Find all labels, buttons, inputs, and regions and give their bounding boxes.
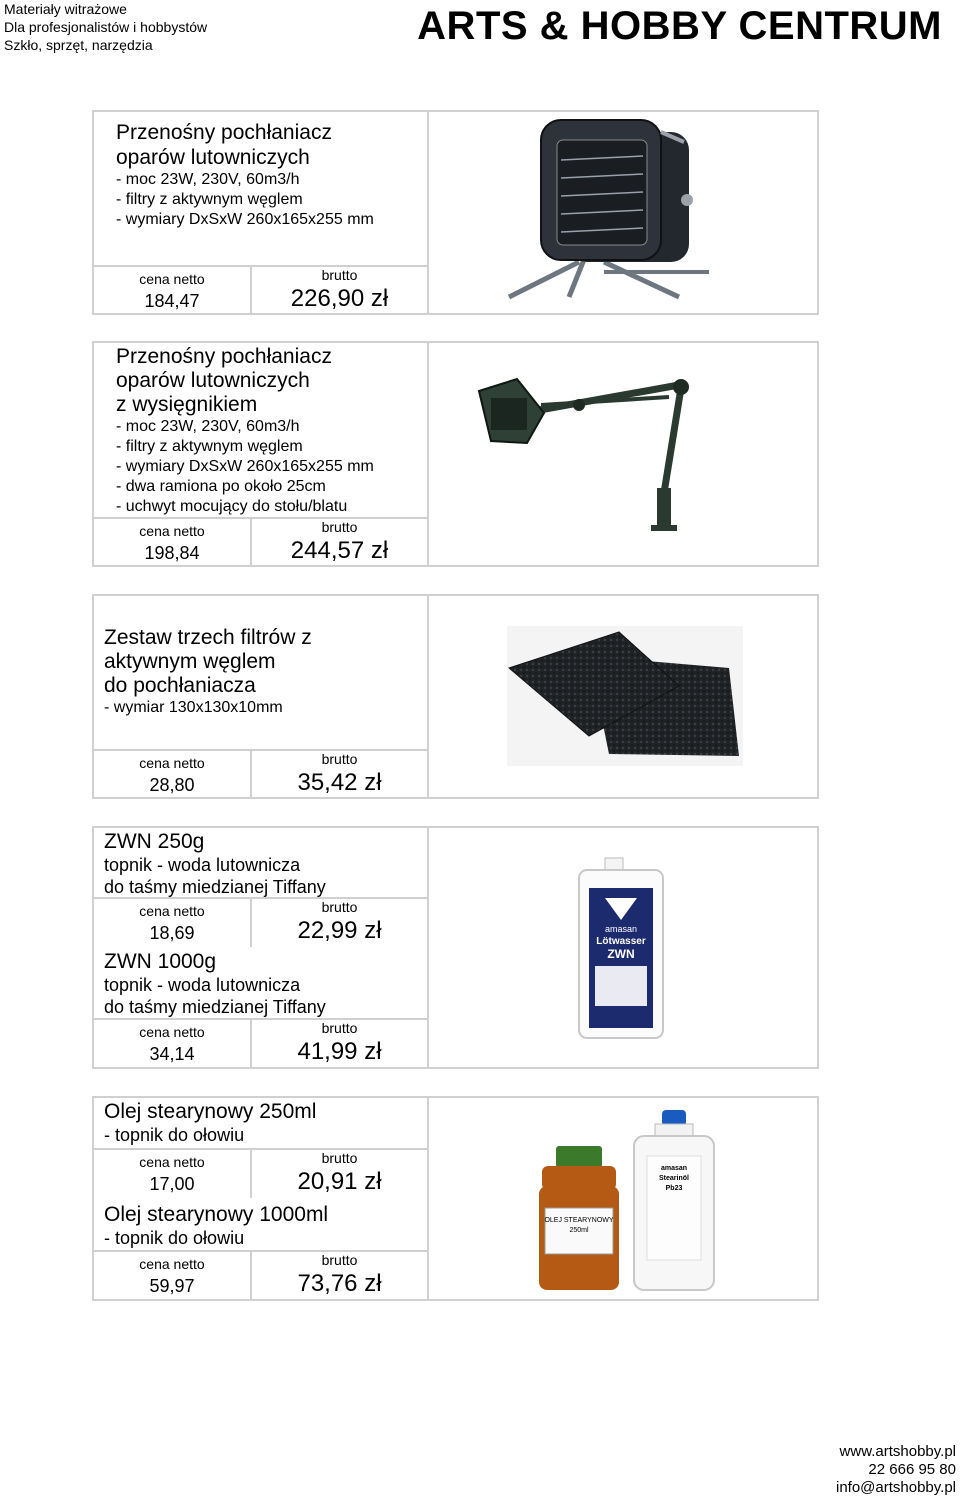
product-spec-line: topnik - woda lutownicza bbox=[104, 975, 301, 995]
gross-price-cell bbox=[252, 519, 427, 567]
large-bottle-product: Stearinöl bbox=[659, 1175, 689, 1182]
product-spec-line: - topnik do ołowiu bbox=[104, 1228, 245, 1248]
gross-label: brutto bbox=[321, 519, 358, 535]
price-row bbox=[94, 1148, 427, 1198]
product-card-zwn bbox=[92, 826, 819, 1069]
product-title-line: Przenośny pochłaniacz bbox=[116, 345, 332, 368]
product-info bbox=[94, 596, 429, 797]
product-description bbox=[104, 1100, 316, 1146]
gross-price: 41,99 zł bbox=[297, 1038, 382, 1065]
product-info bbox=[94, 1098, 429, 1299]
gross-price: 226,90 zł bbox=[290, 285, 389, 312]
product-info bbox=[94, 828, 429, 1067]
product-spec-line: - wymiary DxSxW 260x165x255 mm bbox=[116, 211, 374, 228]
product-title-line: Przenośny pochłaniacz bbox=[116, 121, 332, 144]
gross-price: 20,91 zł bbox=[297, 1168, 382, 1195]
price-row bbox=[94, 897, 427, 947]
product-spec-line: - wymiar 130x130x10mm bbox=[104, 699, 283, 716]
product-card-stearin-oil bbox=[92, 1096, 819, 1301]
net-price: 198,84 bbox=[144, 543, 200, 563]
product-card-fume-extractor-arm bbox=[92, 341, 819, 567]
product-spec-line: - wymiary DxSxW 260x165x255 mm bbox=[116, 458, 374, 475]
net-label: cena netto bbox=[139, 523, 205, 539]
tagline-line-2: Dla profesjonalistów i hobbystów bbox=[4, 19, 208, 35]
oil-bottle-label: OLEJ STEARYNOWY bbox=[544, 1217, 614, 1224]
website-link[interactable]: www.artshobby.pl bbox=[839, 1443, 956, 1460]
product-spec-line: - topnik do ołowiu bbox=[104, 1125, 245, 1145]
fume-extractor-image bbox=[429, 112, 817, 313]
net-price-cell bbox=[94, 751, 252, 799]
large-bottle-brand: amasan bbox=[660, 1165, 688, 1172]
net-label: cena netto bbox=[139, 271, 205, 287]
gross-label: brutto bbox=[321, 1252, 358, 1268]
product-title-line: do pochłaniacza bbox=[104, 674, 256, 697]
product-info bbox=[94, 343, 429, 565]
gross-label: brutto bbox=[321, 267, 358, 283]
price-row bbox=[94, 1018, 427, 1068]
net-price: 18,69 bbox=[149, 923, 195, 943]
product-info bbox=[94, 112, 429, 313]
gross-price: 244,57 zł bbox=[290, 537, 389, 564]
price-row bbox=[94, 265, 427, 315]
gross-price-cell bbox=[252, 1150, 427, 1198]
gross-label: brutto bbox=[321, 751, 358, 767]
gross-price: 73,76 zł bbox=[297, 1270, 382, 1297]
net-price: 34,14 bbox=[149, 1044, 195, 1064]
carbon-filters-image bbox=[429, 596, 817, 797]
product-description bbox=[104, 1203, 328, 1249]
product-title-line: aktywnym węglem bbox=[104, 650, 276, 673]
net-price: 17,00 bbox=[149, 1174, 195, 1194]
product-spec-line: topnik - woda lutownicza bbox=[104, 855, 301, 875]
bottle-product: Lötwasser bbox=[596, 936, 646, 947]
stearin-oil-bottles-image bbox=[429, 1098, 817, 1299]
gross-price-cell bbox=[252, 1020, 427, 1068]
zwn-bottle-image bbox=[429, 828, 817, 1067]
product-description bbox=[104, 950, 326, 1018]
product-spec-line: - uchwyt mocujący do stołu/blatu bbox=[116, 498, 348, 515]
product-title-line: z wysięgnikiem bbox=[116, 393, 258, 416]
product-title-line: oparów lutowniczych bbox=[116, 146, 310, 169]
price-row bbox=[94, 517, 427, 567]
product-description bbox=[104, 830, 326, 898]
product-title-line: Zestaw trzech filtrów z bbox=[104, 626, 312, 649]
gross-price-cell bbox=[252, 267, 427, 315]
email-link[interactable]: info@artshobby.pl bbox=[835, 1479, 956, 1496]
product-title-line: oparów lutowniczych bbox=[116, 369, 310, 392]
gross-price-cell bbox=[252, 751, 427, 799]
product-spec-line: - dwa ramiona po około 25cm bbox=[116, 478, 326, 495]
product-spec-line: do taśmy miedzianej Tiffany bbox=[104, 877, 326, 897]
gross-label: brutto bbox=[321, 1150, 358, 1166]
net-label: cena netto bbox=[139, 1024, 205, 1040]
product-description bbox=[116, 120, 374, 230]
product-spec-line: - filtry z aktywnym węglem bbox=[116, 438, 303, 455]
price-row bbox=[94, 749, 427, 799]
net-price-cell bbox=[94, 1020, 252, 1068]
tagline-line-3: Szkło, sprzęt, narzędzia bbox=[4, 37, 153, 53]
price-row bbox=[94, 1250, 427, 1300]
net-label: cena netto bbox=[139, 903, 205, 919]
fume-extractor-arm-image bbox=[429, 343, 817, 565]
net-price: 28,80 bbox=[149, 775, 195, 795]
product-spec-line: do taśmy miedzianej Tiffany bbox=[104, 997, 326, 1017]
net-price-cell bbox=[94, 899, 252, 947]
net-price: 184,47 bbox=[144, 291, 200, 311]
bottle-brand: amasan bbox=[604, 924, 638, 934]
net-label: cena netto bbox=[139, 1256, 205, 1272]
gross-price-cell bbox=[252, 1252, 427, 1300]
product-card-fume-extractor bbox=[92, 110, 819, 315]
product-title-line: Olej stearynowy 250ml bbox=[104, 1100, 317, 1123]
header-tagline bbox=[4, 0, 207, 54]
product-description bbox=[104, 626, 312, 718]
tagline-line-1: Materiały witrażowe bbox=[4, 1, 127, 17]
net-label: cena netto bbox=[139, 755, 205, 771]
net-price: 59,97 bbox=[149, 1276, 195, 1296]
product-spec-line: - moc 23W, 230V, 60m3/h bbox=[116, 418, 300, 435]
net-price-cell bbox=[94, 1150, 252, 1198]
net-label: cena netto bbox=[139, 1154, 205, 1170]
gross-price: 22,99 zł bbox=[297, 917, 382, 944]
bottle-code: ZWN bbox=[607, 947, 635, 961]
net-price-cell bbox=[94, 267, 252, 315]
product-title-line: Olej stearynowy 1000ml bbox=[104, 1203, 329, 1226]
product-spec-line: - filtry z aktywnym węglem bbox=[116, 191, 303, 208]
product-card-carbon-filters bbox=[92, 594, 819, 799]
gross-price-cell bbox=[252, 899, 427, 947]
phone-number: 22 666 95 80 bbox=[868, 1461, 956, 1478]
product-description bbox=[116, 345, 374, 517]
gross-label: brutto bbox=[321, 899, 358, 915]
net-price-cell bbox=[94, 1252, 252, 1300]
gross-label: brutto bbox=[321, 1020, 358, 1036]
product-title-line: ZWN 250g bbox=[104, 830, 205, 853]
gross-price: 35,42 zł bbox=[297, 769, 382, 796]
contact-footer bbox=[836, 1443, 956, 1497]
net-price-cell bbox=[94, 519, 252, 567]
large-bottle-code: Pb23 bbox=[665, 1185, 683, 1192]
company-title: ARTS & HOBBY CENTRUM bbox=[417, 4, 942, 48]
product-spec-line: - moc 23W, 230V, 60m3/h bbox=[116, 171, 300, 188]
oil-bottle-volume: 250ml bbox=[569, 1227, 589, 1234]
product-title-line: ZWN 1000g bbox=[104, 950, 217, 973]
